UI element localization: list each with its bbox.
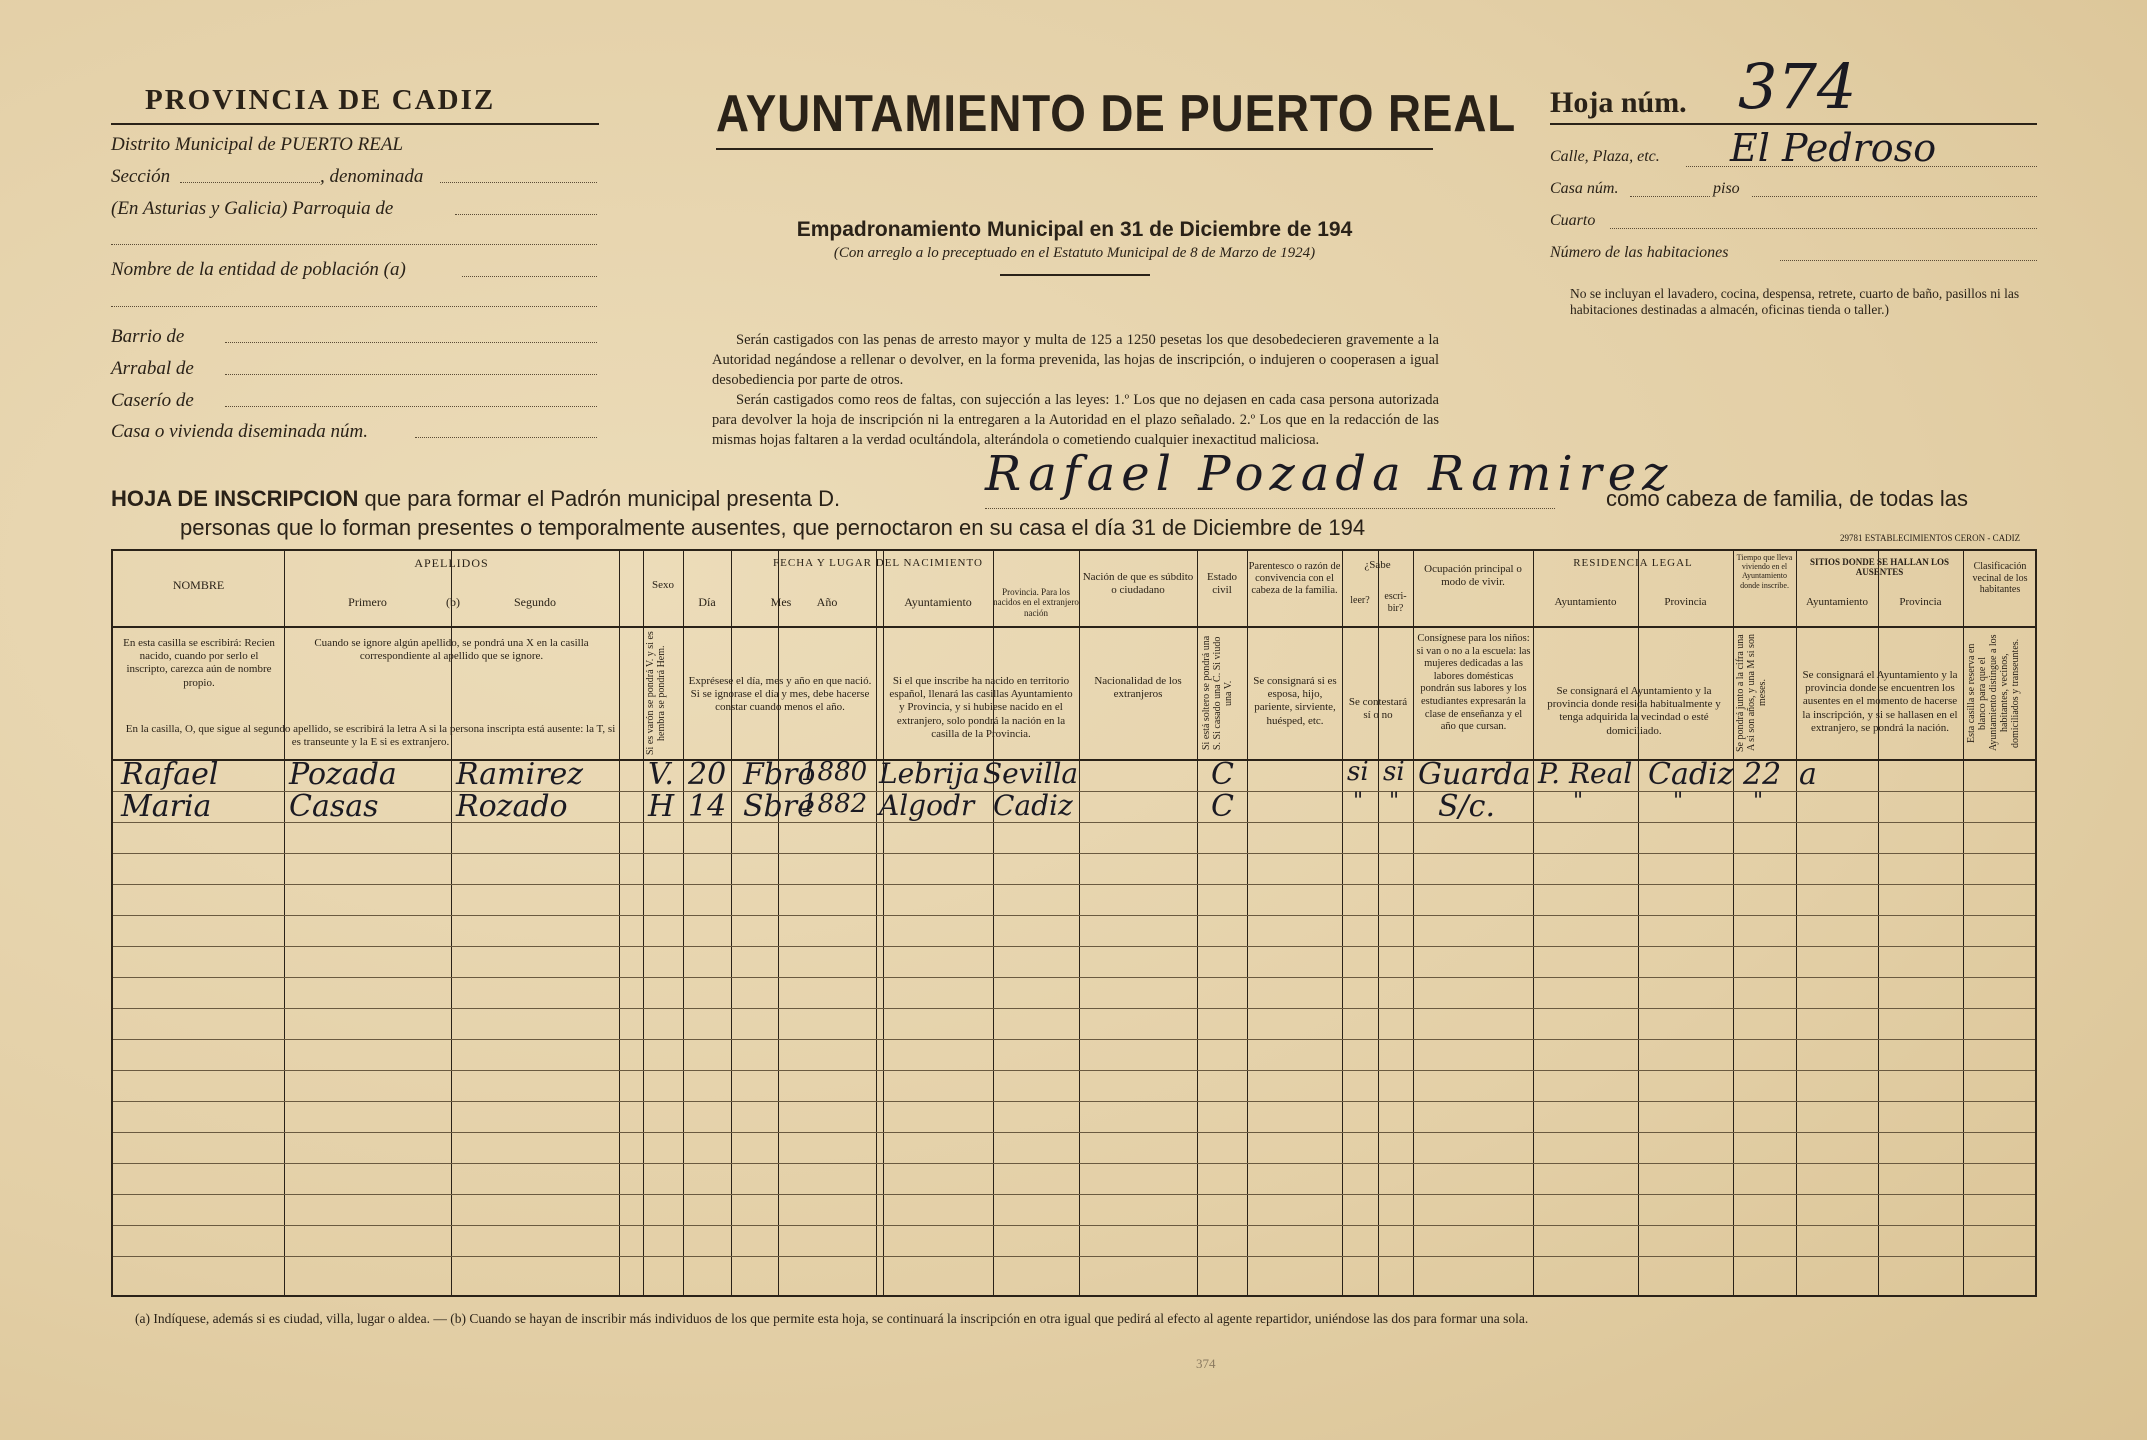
col-estado-civil: Estado civil bbox=[1207, 571, 1237, 596]
table-row-1-escribir: si bbox=[1383, 757, 1405, 787]
table-row-1-tiempo: 22 bbox=[1743, 757, 1782, 792]
col-b: (b) bbox=[446, 595, 460, 609]
hoja-underline bbox=[1550, 123, 2037, 125]
instr-sitios: Se consignará el Ayuntamiento y la provincia donde se encuentren los ausentes en el momento de hacerse la inscripción, y si se hallasen en el extranjero, se pondrá la nación. bbox=[1802, 669, 1958, 734]
instr-nacion: Nacionalidad de los extranjeros bbox=[1094, 675, 1182, 701]
table-row-1-ocupacion: Guarda bbox=[1418, 757, 1531, 792]
head-of-family-field[interactable] bbox=[985, 508, 1555, 509]
ornament bbox=[1000, 274, 1150, 276]
subtitle: Empadronamiento Municipal en 31 de Diciembre de 194 bbox=[796, 218, 1353, 241]
casa-field[interactable] bbox=[1630, 196, 1710, 197]
col-nacion: Nación de que es súbdito o ciudadano bbox=[1082, 571, 1194, 596]
denominada-label: , denominada bbox=[320, 166, 424, 187]
col-provincia: Provincia. Para los nacidos en el extranjero nación bbox=[993, 587, 1079, 618]
col-escribir: escri-bir? bbox=[1384, 591, 1407, 614]
cuarto-field[interactable] bbox=[1610, 228, 2037, 229]
instr-sexo: Si es varón se pondrá V. y si es hembra se pondrá Hem. bbox=[645, 631, 667, 755]
table-row-2-res-ayuntamiento: " bbox=[1573, 789, 1584, 814]
col-res-ayuntamiento: Ayuntamiento bbox=[1554, 596, 1617, 608]
table-row-2-dia: 14 bbox=[688, 789, 727, 824]
col-residencia: RESIDENCIA LEGAL bbox=[1573, 557, 1693, 569]
province-underline bbox=[111, 123, 599, 125]
inscription-lead: HOJA DE INSCRIPCION bbox=[111, 486, 359, 511]
page-mark: 374 bbox=[1196, 1356, 1216, 1371]
exclusion-note: No se incluyan el lavadero, cocina, despensa, retrete, cuarto de baño, pasillos ni las habitaciones destinadas a almacén, oficinas tienda o taller.) bbox=[1570, 286, 2020, 317]
province-heading: PROVINCIA DE CADIZ bbox=[145, 84, 496, 116]
table-row-2-ocupacion: S/c. bbox=[1438, 789, 1495, 824]
table-row-2-leer: " bbox=[1353, 789, 1364, 814]
table-row-1-ano: 1880 bbox=[801, 757, 868, 787]
caserio-label: Caserío de bbox=[111, 390, 194, 411]
col-nombre: NOMBRE bbox=[172, 578, 225, 592]
parroquia-field[interactable] bbox=[455, 214, 597, 215]
instr-ocupacion: Consígnese para los niños: si van o no a la escuela: las mujeres dedicadas a las labores domésticas pondrán sus labores y los estudiantes expresarán la clase de enseñanza y el año que cursan. bbox=[1416, 633, 1531, 733]
inscription-text-2: como cabeza de familia, de todas las bbox=[1606, 486, 1968, 511]
printer-mark: 29781 ESTABLECIMIENTOS CERON - CADIZ bbox=[1840, 533, 2021, 543]
seccion-label: Sección bbox=[111, 166, 171, 187]
table-row-2-tiempo: " bbox=[1753, 789, 1764, 814]
casa-label: Casa núm. bbox=[1550, 180, 1619, 197]
calle-field[interactable] bbox=[1686, 166, 2037, 167]
instr-estado: Si está soltero se pondrá una S. Si casado una C. Si viudo una V. bbox=[1201, 635, 1234, 751]
col-leer: leer? bbox=[1350, 595, 1370, 606]
title-underline bbox=[716, 148, 1433, 150]
table-row-2-escribir: " bbox=[1389, 789, 1400, 814]
instr-tiempo: Se pondrá junto a la cifra una A si son años, y una M si son meses. bbox=[1735, 634, 1768, 752]
arrabal-field[interactable] bbox=[225, 374, 597, 375]
table-row-2-estado: C bbox=[1211, 789, 1234, 824]
table-row-1-segundo: Ramirez bbox=[456, 757, 584, 792]
instr-apellidos: Cuando se ignore algún apellido, se pondrá una X en la casilla correspondiente al apellido que se ignore. bbox=[314, 637, 589, 663]
table-row-2-segundo: Rozado bbox=[456, 789, 568, 824]
inscription-table bbox=[111, 549, 2037, 1297]
table-row-1-nombre: Rafael bbox=[121, 757, 219, 792]
table-row-1-leer: si bbox=[1347, 757, 1369, 787]
seccion-field[interactable] bbox=[180, 182, 320, 183]
entidad-label: Nombre de la entidad de población (a) bbox=[111, 259, 406, 280]
casa-vivienda-label: Casa o vivienda diseminada núm. bbox=[111, 421, 369, 442]
col-sit-ayuntamiento: Ayuntamiento bbox=[1806, 596, 1868, 608]
col-res-provincia: Provincia bbox=[1664, 596, 1707, 608]
parroquia-label: (En Asturias y Galicia) Parroquia de bbox=[111, 198, 394, 219]
table-row-1-estado: C bbox=[1211, 757, 1234, 792]
barrio-label: Barrio de bbox=[111, 326, 185, 347]
caserio-field[interactable] bbox=[225, 406, 597, 407]
inscription-line-1 bbox=[111, 486, 840, 512]
footnote: (a) Indíquese, además si es ciudad, villa, lugar o aldea. — (b) Cuando se hayan de inscribir más individuos de los que permite esta hoja, se continuará la inscripción en otra igual que pedirá al efecto al agente repartidor, uniéndose las dos para formar una sola. bbox=[135, 1311, 1529, 1326]
col-fecha-lugar: FECHA Y LUGAR DEL NACIMIENTO bbox=[773, 557, 983, 569]
col-ayuntamiento: Ayuntamiento bbox=[904, 595, 972, 609]
table-row-1-mes: Fbro bbox=[743, 757, 816, 792]
col-parentesco: Parentesco o razón de convivencia con el cabeza de la familia. bbox=[1248, 561, 1341, 597]
col-mes: Mes bbox=[770, 595, 792, 609]
inscription-line-2: personas que lo forman presentes o temporalmente ausentes, que pernoctaron en su casa el día 31 de Diciembre de 194 bbox=[180, 515, 1366, 540]
instr-sabe: Se contestará sí o no bbox=[1348, 696, 1408, 722]
cuarto-label: Cuarto bbox=[1550, 212, 1596, 229]
table-row-2-res-provincia: " bbox=[1673, 789, 1684, 814]
arrabal-label: Arrabal de bbox=[111, 358, 194, 379]
calle-label: Calle, Plaza, etc. bbox=[1550, 148, 1660, 165]
col-segundo: Segundo bbox=[514, 595, 556, 609]
instr-lugar: Si el que inscribe ha nacido en territorio español, llenará las casillas Ayuntamiento y Provincia, y si hubiese nacido en el extranjero, solo pondrá la nación en la casilla de la Provincia. bbox=[889, 675, 1073, 740]
instr-nombre: En esta casilla se escribirá: Recien nacido, cuando por serlo el inscripto, carezca aún de nombre propio. bbox=[123, 637, 275, 689]
hoja-number: 374 bbox=[1738, 50, 1857, 123]
instr-residencia: Se consignará el Ayuntamiento y la provincia donde resida habitualmente y tenga adquirida la vecindad o esté domiciliado. bbox=[1547, 685, 1721, 737]
col-primero: Primero bbox=[348, 595, 387, 609]
table-row-1-res-provincia: Cadiz bbox=[1648, 757, 1734, 792]
inscription-text-1: que para formar el Padrón municipal presenta D. bbox=[364, 486, 841, 511]
barrio-field[interactable] bbox=[225, 342, 597, 343]
col-ano: Año bbox=[816, 595, 838, 609]
penalty-paragraph-1: Serán castigados con las penas de arresto mayor y multa de 125 a 1250 pesetas los que desobedecieren gravemente a la Autoridad negándose a rellenar o devolver, en la forma prevenida, las hojas de inscripción, o indujeren o cooperasen a igual desobediencia por parte de otros. bbox=[712, 332, 1439, 388]
head-of-family-name: Rafael Pozada Ramirez bbox=[985, 446, 1674, 502]
statute-note: (Con arreglo a lo preceptuado en el Estatuto Municipal de 8 de Marzo de 1924) bbox=[833, 245, 1316, 261]
col-apellidos: APELLIDOS bbox=[414, 556, 489, 570]
table-row-2-mes: Sbre bbox=[743, 789, 815, 824]
col-sexo: Sexo bbox=[652, 579, 674, 591]
table-row-2-primero: Casas bbox=[289, 789, 379, 824]
table-row-1-res-ayuntamiento: P. Real bbox=[1538, 757, 1633, 790]
hoja-label: Hoja núm. bbox=[1550, 86, 1687, 119]
table-row-1-primero: Pozada bbox=[289, 757, 397, 792]
instr-clasificacion: Esta casilla se reserva en blanco para que el Ayuntamiento distingue a los habitantes, vecinos, domiciliados y transeuntes. bbox=[1966, 634, 2021, 752]
entidad-field-2[interactable] bbox=[111, 306, 597, 307]
instr-parentesco: Se consignará si es esposa, hijo, pariente, sirviente, huésped, etc. bbox=[1253, 675, 1337, 727]
calle-value: El Pedroso bbox=[1730, 126, 1937, 170]
instr-fecha: Exprésese el día, mes y año en que nació. Si se ignorase el día y mes, debe hacerse constar cuando menos el año. bbox=[688, 675, 872, 714]
col-tiempo: Tiempo que lleva viviendo en el Ayuntamiento donde inscribe. bbox=[1736, 553, 1793, 590]
casa-vivienda-field[interactable] bbox=[415, 437, 597, 438]
piso-field[interactable] bbox=[1752, 196, 2037, 197]
table-row-2-sexo: H bbox=[648, 789, 675, 824]
table-row-1-dia: 20 bbox=[688, 757, 727, 792]
table-row-2-nombre: Maria bbox=[121, 789, 212, 824]
col-ocupacion: Ocupación principal o modo de vivir. bbox=[1424, 563, 1522, 588]
col-clasificacion: Clasificación vecinal de los habitantes bbox=[1972, 561, 2028, 595]
instr-ausente: En la casilla, O, que sigue al segundo apellido, se escribirá la letra A si la persona inscripta está ausente: la T, si es transeunte y la E si es extranjero. bbox=[125, 723, 616, 749]
table-row-1-sexo: V. bbox=[648, 757, 674, 792]
habitaciones-label: Número de las habitaciones bbox=[1550, 244, 1729, 261]
col-sabe: ¿Sabe bbox=[1364, 559, 1391, 571]
habitaciones-field[interactable] bbox=[1780, 260, 2037, 261]
parroquia-field-2[interactable] bbox=[111, 244, 597, 245]
table-row-2-ayuntamiento: Algodr bbox=[879, 789, 975, 822]
table-row-1-tiempo-unit: a bbox=[1799, 757, 1817, 792]
table-row-2-provincia: Cadiz bbox=[993, 789, 1073, 822]
col-dia: Día bbox=[698, 595, 716, 609]
entidad-field[interactable] bbox=[462, 276, 597, 277]
table-row-1-provincia: Sevilla bbox=[983, 757, 1079, 790]
piso-label: piso bbox=[1713, 180, 1740, 197]
distrito-line: Distrito Municipal de PUERTO REAL bbox=[111, 134, 404, 155]
penalty-paragraph-2: Serán castigados como reos de faltas, con sujección a las leyes: 1.º Los que no dejasen en cada casa persona autorizada para devolver la hoja de inscripción ni la entregaren a la Autoridad en el plazo señalado. 2.º Los que en la redacción de las mismas hojas faltaren a la verdad ocultándola, alterándola o cometiendo cualquier inexactitud maliciosa. bbox=[712, 392, 1439, 448]
col-sitios: SITIOS DONDE SE HALLAN LOS AUSENTES bbox=[1809, 557, 1950, 578]
col-sit-provincia: Provincia bbox=[1899, 596, 1942, 608]
table-row-2-ano: 1882 bbox=[801, 789, 868, 819]
denominada-field[interactable] bbox=[440, 182, 597, 183]
table-row-1-ayuntamiento: Lebrija bbox=[879, 757, 980, 790]
page-title: AYUNTAMIENTO DE PUERTO REAL bbox=[716, 85, 1517, 143]
